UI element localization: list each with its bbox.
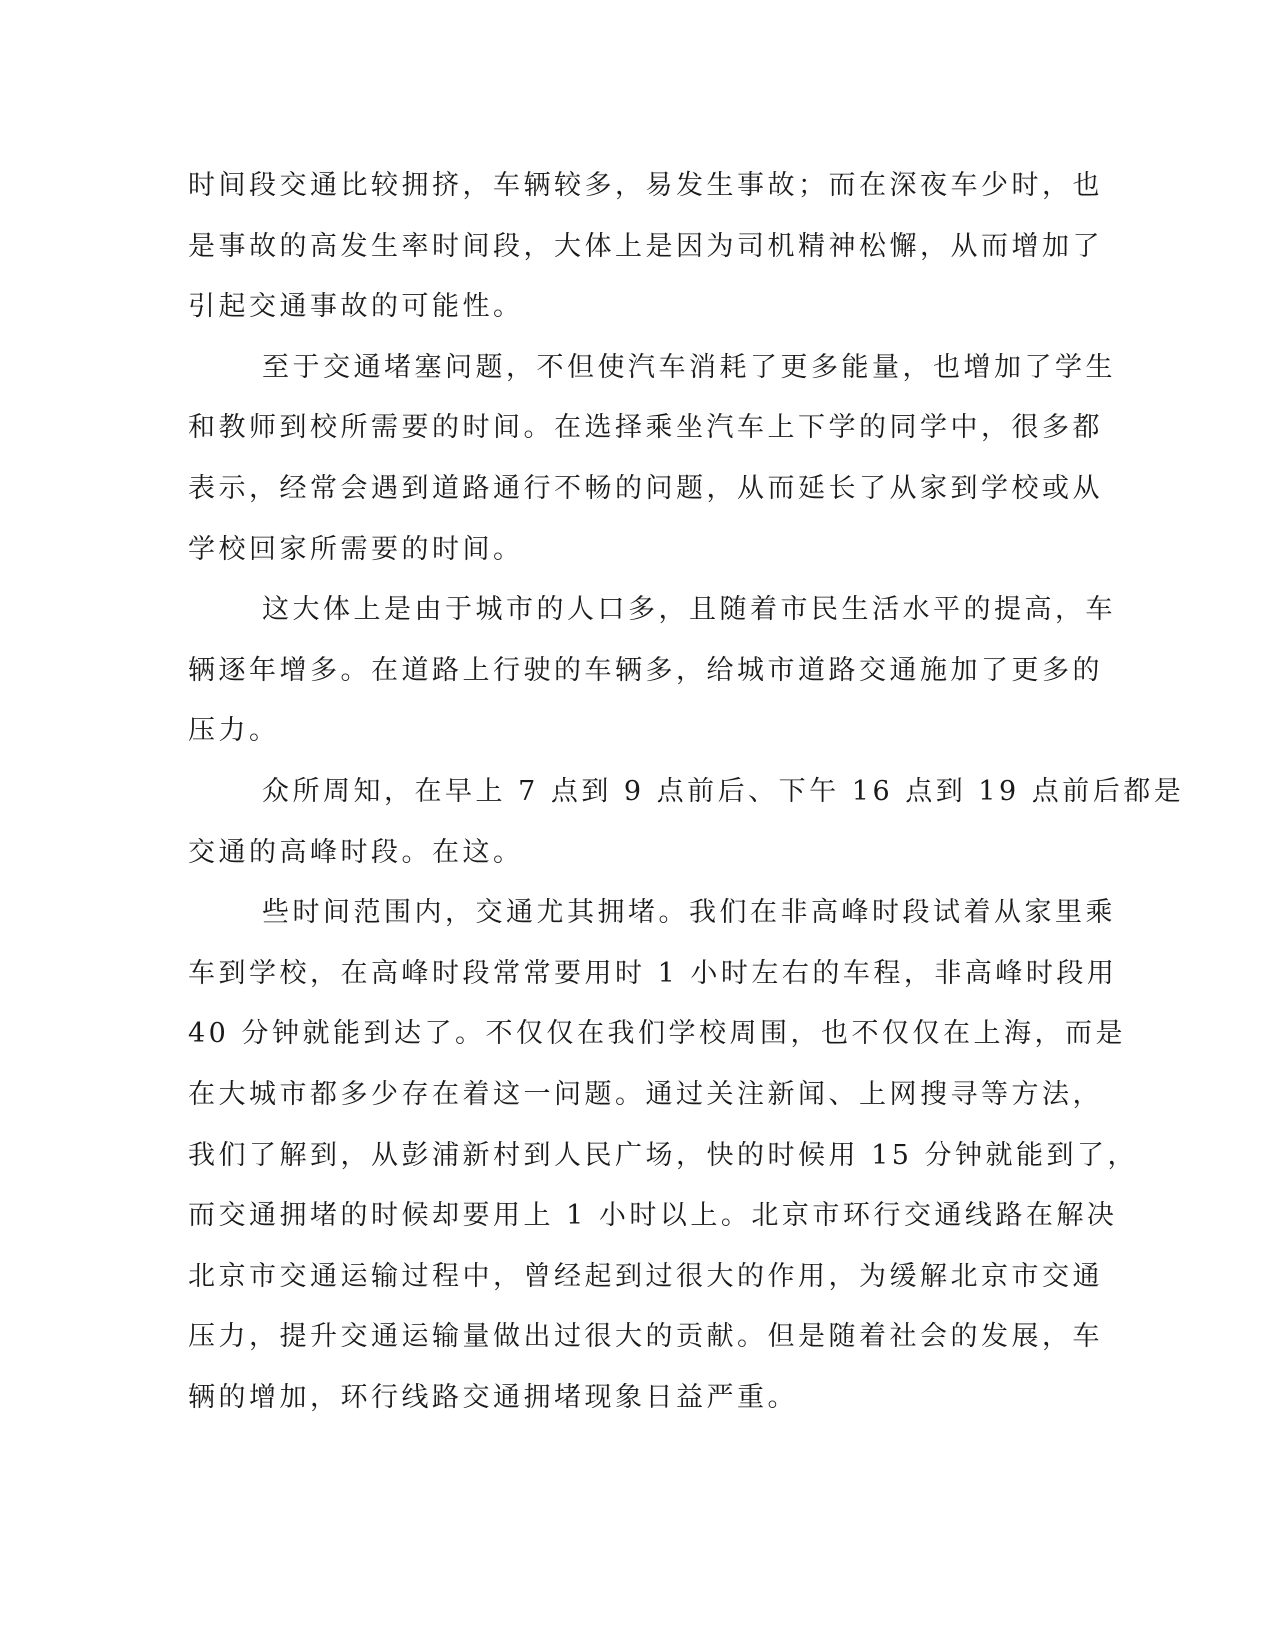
text-line: 是事故的高发生率时间段，大体上是因为司机精神松懈，从而增加了 [188,230,1103,262]
body-text [188,156,1185,1428]
text-line: 而交通拥堵的时候却要用上 1 小时以上。北京市环行交通线路在解决 [188,1200,1118,1232]
text-line: 压力。 [188,715,280,747]
text-line: 车到学校，在高峰时段常常要用时 1 小时左右的车程，非高峰时段用 [188,957,1118,989]
text-line: 压力，提升交通运输量做出过很大的贡献。但是随着社会的发展，车 [188,1321,1103,1353]
text-line: 辆逐年增多。在道路上行驶的车辆多，给城市道路交通施加了更多的 [188,654,1103,686]
text-line: 我们了解到，从彭浦新村到人民广场，快的时候用 15 分钟就能到了， [188,1139,1139,1171]
text-line: 和教师到校所需要的时间。在选择乘坐汽车上下学的同学中，很多都 [188,412,1103,444]
paragraph-first-line: 至于交通堵塞问题，不但使汽车消耗了更多能量，也增加了学生 [262,351,1116,383]
text-line: 学校回家所需要的时间。 [188,533,524,565]
paragraph-first-line: 这大体上是由于城市的人口多，且随着市民生活水平的提高，车 [262,594,1116,626]
text-line: 北京市交通运输过程中，曾经起到过很大的作用，为缓解北京市交通 [188,1260,1103,1292]
text-line: 40 分钟就能到达了。不仅仅在我们学校周围，也不仅仅在上海，而是 [188,1018,1126,1050]
text-line: 辆的增加，环行线路交通拥堵现象日益严重。 [188,1381,798,1413]
text-line: 在大城市都多少存在着这一问题。通过关注新闻、上网搜寻等方法， [188,1078,1103,1110]
paragraph-first-line: 些时间范围内，交通尤其拥堵。我们在非高峰时段试着从家里乘 [262,897,1116,929]
text-line: 时间段交通比较拥挤，车辆较多，易发生事故；而在深夜车少时，也 [188,170,1103,201]
text-line: 引起交通事故的可能性。 [188,291,524,323]
paragraph-first-line: 众所周知，在早上 7 点到 9 点前后、下午 16 点到 19 点前后都是 [262,775,1185,807]
text-line: 表示，经常会遇到道路通行不畅的问题，从而延长了从家到学校或从 [188,472,1103,504]
text-line: 交通的高峰时段。在这。 [188,836,524,868]
